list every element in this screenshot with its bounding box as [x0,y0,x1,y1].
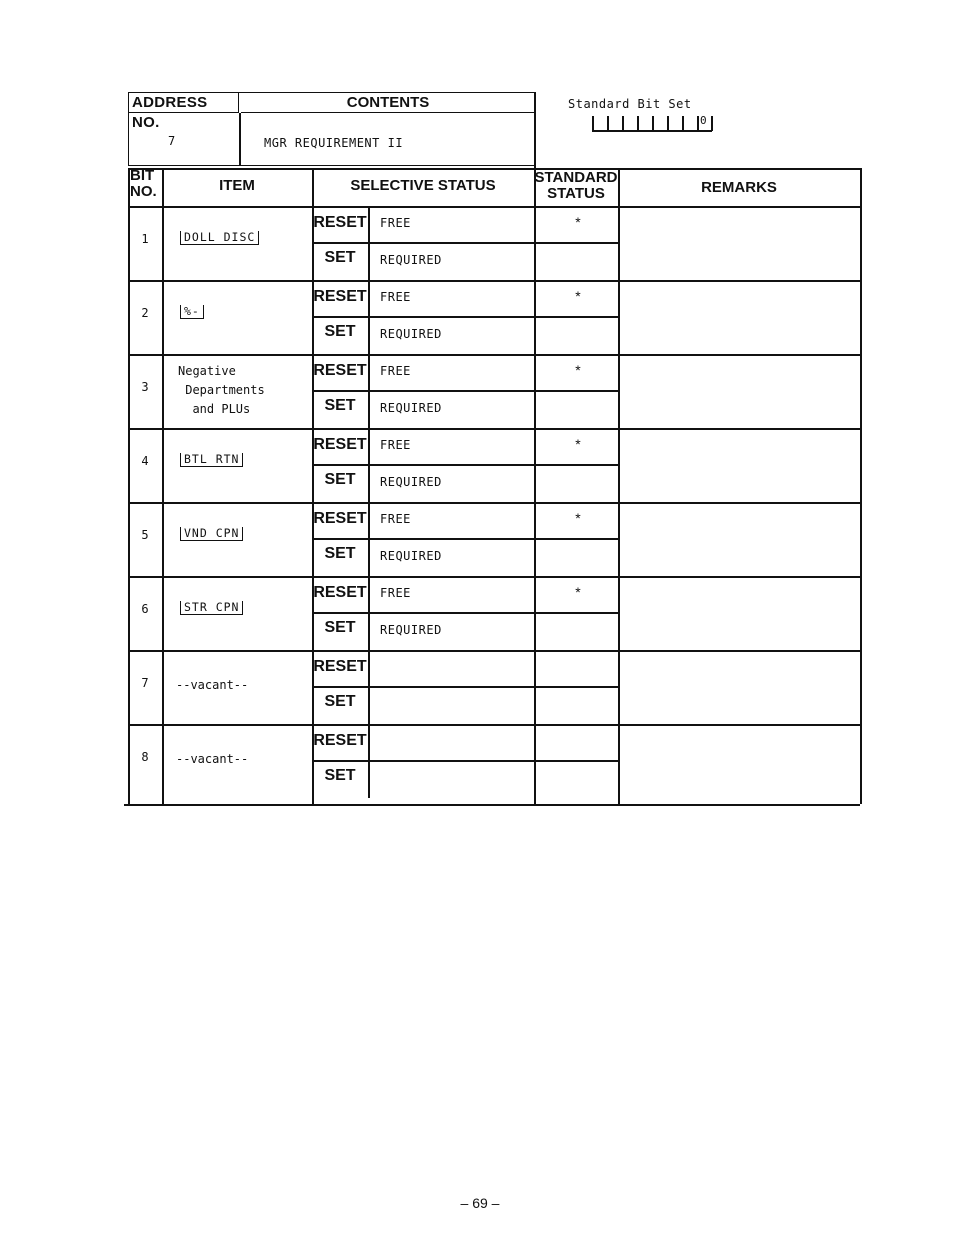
bit-number: 8 [141,750,149,764]
set-label: SET [324,767,356,784]
set-label: SET [324,249,356,266]
table-top-border [128,168,860,170]
reset-set-separator [312,390,618,392]
page-number: – 69 – [460,1195,500,1211]
reset-label: RESET [313,214,367,231]
set-option: REQUIRED [380,475,442,489]
standard-status-mark: * [575,362,581,378]
reset-option: FREE [380,512,411,526]
reset-label: RESET [313,436,367,453]
contents-label: CONTENTS [241,93,535,113]
remarks-header: REMARKS [701,179,777,196]
item-name: --vacant-- [176,678,249,692]
set-label: SET [324,323,356,340]
standard-bit-set-value: 0 [700,114,707,127]
item-name-line: and PLUs [178,402,251,416]
item-key [180,452,243,467]
label-option-divider [368,576,370,650]
item-key-label: STR CPN [180,601,243,615]
bit-number: 6 [141,602,149,616]
row-separator [128,724,860,726]
label-option-divider [368,280,370,354]
selective-status-header: SELECTIVE STATUS [350,177,496,194]
standard-status-mark: * [575,288,581,304]
bit-number: 5 [141,528,149,542]
label-option-divider [368,354,370,428]
bit-no-header: BIT NO. [130,167,157,200]
table-right-border [860,168,862,804]
reset-option: FREE [380,216,411,230]
row-separator [128,280,860,282]
reset-label: RESET [313,288,367,305]
set-label: SET [324,471,356,488]
standard-status-mark: * [575,436,581,452]
reset-option: FREE [380,290,411,304]
item-key-label: %- [180,305,204,319]
reset-set-separator [312,686,618,688]
row-separator [128,576,860,578]
item-header: ITEM [219,177,255,194]
set-option: REQUIRED [380,401,442,415]
label-option-divider [368,502,370,576]
address-no-label: ADDRESS NO. [129,93,239,113]
standard-status-mark: * [575,584,581,600]
reset-option: FREE [380,438,411,452]
label-option-divider [368,206,370,280]
standard-status-mark: * [575,510,581,526]
set-label: SET [324,545,356,562]
bit-number: 4 [141,454,149,468]
reset-set-separator [312,464,618,466]
set-option: REQUIRED [380,327,442,341]
reset-option: FREE [380,586,411,600]
row-separator [128,502,860,504]
standard-bit-set-label: Standard Bit Set [568,97,692,111]
item-key [180,600,243,615]
bit-number: 1 [141,232,149,246]
set-label: SET [324,693,356,710]
bit-column-divider [162,168,164,804]
label-option-divider [368,428,370,502]
reset-set-separator [312,316,618,318]
set-option: REQUIRED [380,623,442,637]
item-name-line: Departments [178,383,265,397]
label-option-divider [368,724,370,798]
reset-label: RESET [313,362,367,379]
reset-option: FREE [380,364,411,378]
reset-label: RESET [313,658,367,675]
item-key-label: DOLL DISC [180,231,259,245]
reset-label: RESET [313,584,367,601]
label-option-divider [368,650,370,724]
item-key [180,304,204,319]
contents-value: MGR REQUIREMENT II [264,136,404,150]
row-separator [128,354,860,356]
reset-set-separator [312,538,618,540]
reset-set-separator [312,760,618,762]
bit-number: 7 [141,676,149,690]
item-name-line: Negative [178,364,236,378]
table-bottom-border [124,804,860,806]
standard-column-divider [618,168,620,804]
standard-status-mark: * [575,214,581,230]
address-value: 7 [168,134,176,148]
bit-number: 2 [141,306,149,320]
item-name [178,362,265,419]
item-name: --vacant-- [176,752,249,766]
standard-status-header: STANDARD STATUS [534,169,618,202]
item-key [180,230,259,245]
set-option: REQUIRED [380,549,442,563]
set-label: SET [324,619,356,636]
reset-label: RESET [313,510,367,527]
table-left-border [128,168,130,804]
item-key-label: VND CPN [180,527,243,541]
set-label: SET [324,397,356,414]
reset-set-separator [312,242,618,244]
header-bottom-border [128,206,860,208]
set-option: REQUIRED [380,253,442,267]
item-key [180,526,243,541]
bit-number: 3 [141,380,149,394]
address-divider [239,113,241,165]
reset-set-separator [312,612,618,614]
standard-bit-set-boxes [592,116,712,132]
row-separator [128,428,860,430]
row-separator [128,650,860,652]
reset-label: RESET [313,732,367,749]
item-key-label: BTL RTN [180,453,243,467]
